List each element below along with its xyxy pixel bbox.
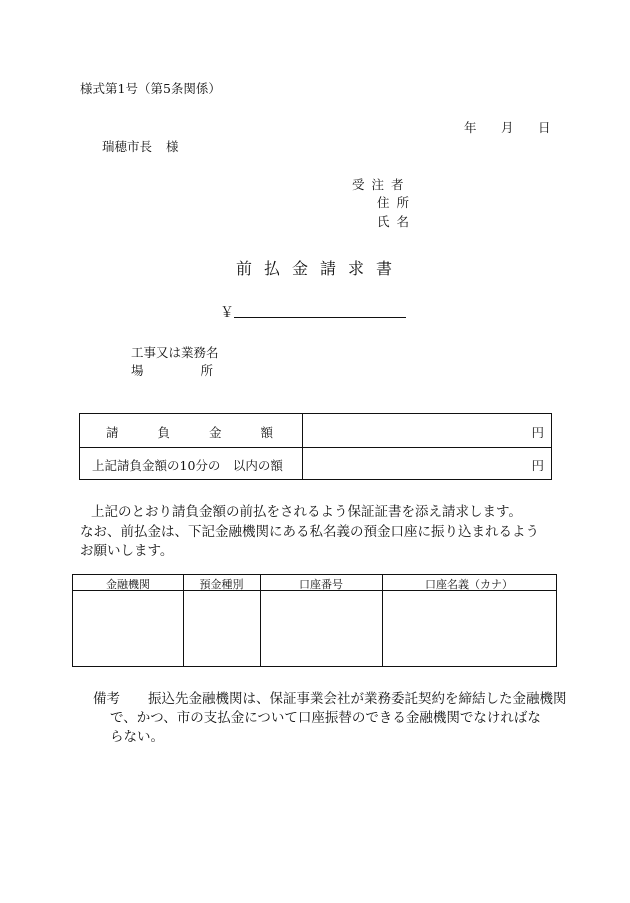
amount-underline xyxy=(234,317,406,318)
remarks-line-1: 振込先金融機関は、保証事業会社が業務委託契約を締結した金融機関 xyxy=(148,691,567,707)
form-number: 様式第1号（第5条関係） xyxy=(80,81,221,96)
contractor-label: 受注者 xyxy=(352,177,411,192)
work-place-label-2: 所 xyxy=(200,363,214,378)
contract-amount-unit: 円 xyxy=(531,425,544,440)
advance-amount-unit: 円 xyxy=(531,458,544,473)
remarks-label: 備考 xyxy=(93,691,120,707)
yen-symbol: ￥ xyxy=(220,305,234,321)
work-place-label-1: 場 xyxy=(131,363,144,378)
body-line-3: お願いします。 xyxy=(80,543,174,559)
addressee-honorific: 様 xyxy=(166,139,179,154)
remarks-line-3: らない。 xyxy=(110,729,164,745)
name-label: 氏名 xyxy=(377,214,417,229)
addressee xyxy=(102,137,179,155)
date-month-label: 月 xyxy=(501,120,514,135)
date-year-label: 年 xyxy=(464,120,477,135)
contract-amount-row xyxy=(80,414,551,448)
work-place-label xyxy=(131,361,213,379)
work-name-label: 工事又は業務名 xyxy=(131,345,219,360)
body-line-1: 上記のとおり請負金額の前払をされるよう保証証書を添え請求します。 xyxy=(91,504,522,520)
bank-header-institution: 金融機関 xyxy=(106,578,150,591)
address-label: 住所 xyxy=(377,195,417,210)
document-title: 前払金請求書 xyxy=(236,259,405,278)
body-line-2: なお、前払金は、下記金融機関にある私名義の預金口座に振り込まれるよう xyxy=(80,524,539,540)
date-line xyxy=(464,118,551,136)
advance-amount-row xyxy=(80,447,551,480)
addressee-name: 瑞穂市長 xyxy=(102,139,153,154)
bank-header-account-number: 口座番号 xyxy=(299,578,343,591)
bank-table xyxy=(72,574,557,667)
remarks-line-2: で、かつ、市の支払金について口座振替のできる金融機関でなければな xyxy=(110,710,541,726)
amount-table-divider xyxy=(302,414,303,479)
bank-header-account-name: 口座名義（カナ） xyxy=(425,578,513,591)
advance-amount-label: 上記請負金額の10分の 以内の額 xyxy=(92,458,283,473)
contract-amount-label: 請負金額 xyxy=(106,425,313,440)
amount-table xyxy=(79,413,552,480)
date-day-label: 日 xyxy=(538,120,551,135)
bank-header-deposit-type: 預金種別 xyxy=(199,578,244,591)
